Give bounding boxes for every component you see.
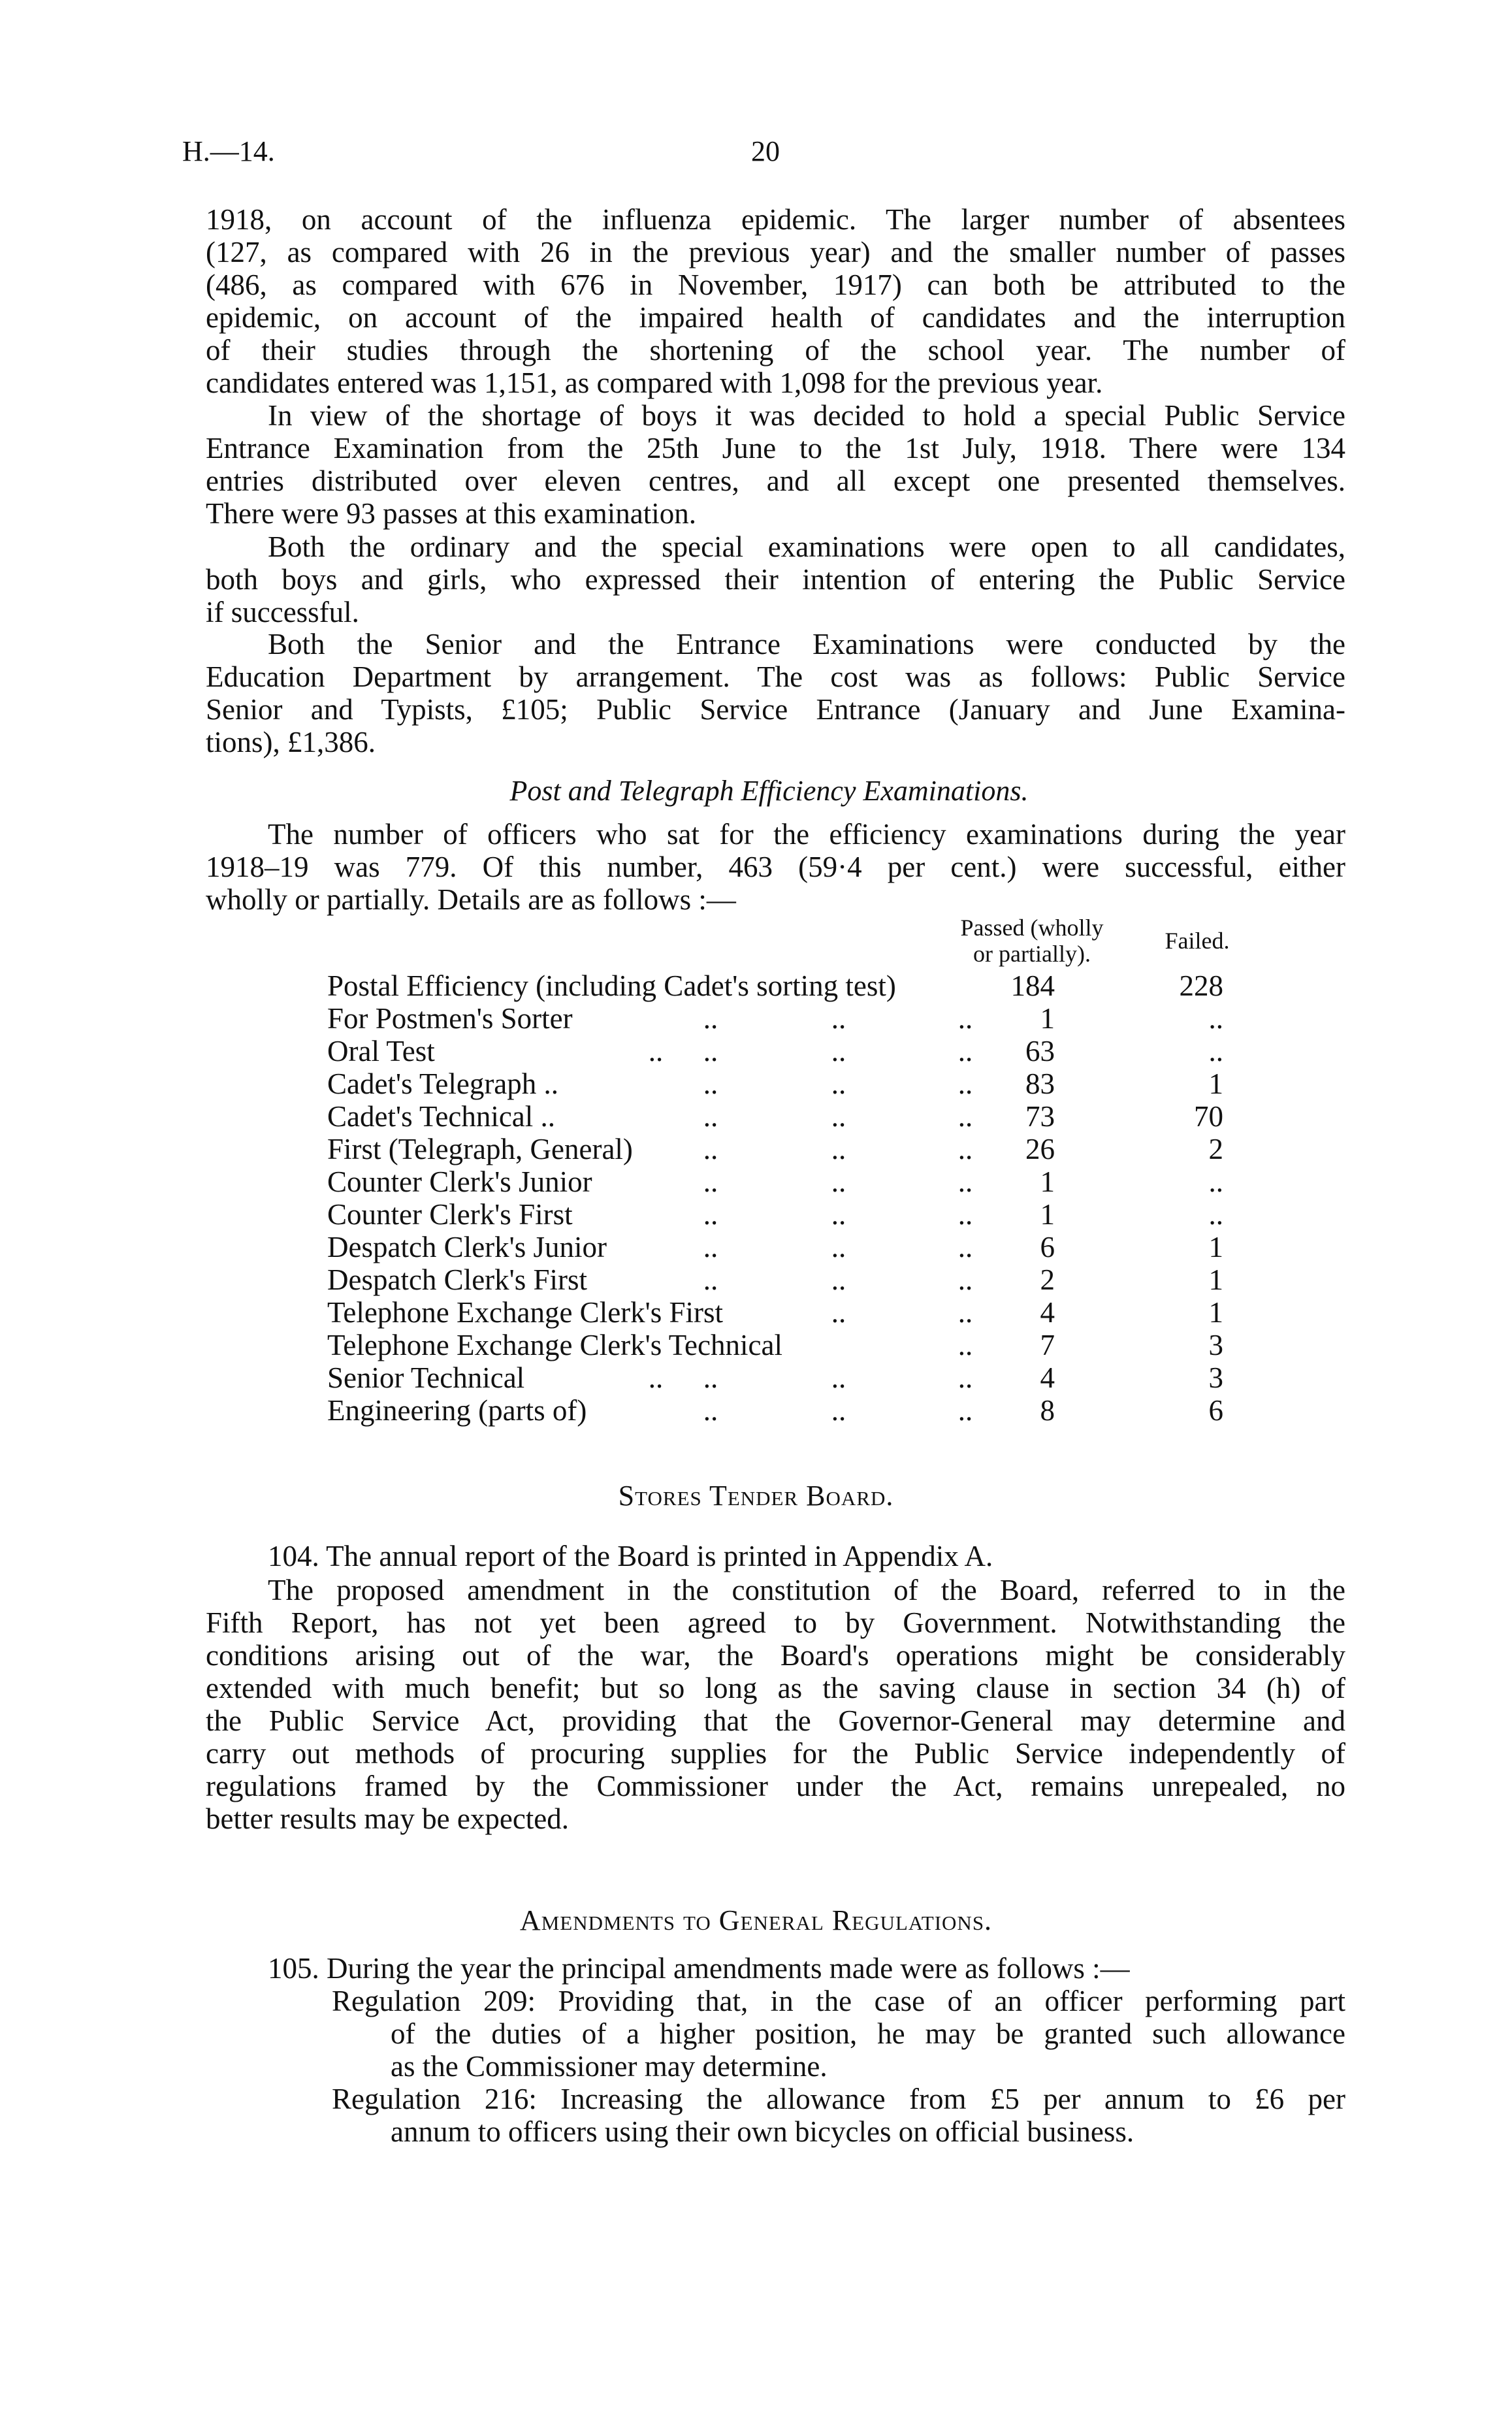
leader-dots: ..	[957, 1329, 973, 1361]
table-row	[0, 969, 1512, 1002]
column-header-failed: Failed.	[1165, 928, 1230, 954]
text-line: Senior and Typists, £105; Public Service Entrance (January and June Examina-	[206, 693, 1345, 726]
leader-dots: ..	[831, 1296, 846, 1329]
leader-dots: ..	[957, 1165, 973, 1198]
leader-dots: ..	[831, 1100, 846, 1133]
table-row	[0, 1394, 1512, 1427]
table-row	[0, 1198, 1512, 1231]
passed-count: 7	[1040, 1329, 1055, 1361]
leader-dots: ..	[703, 1133, 718, 1165]
leader-dots: ..	[703, 1165, 718, 1198]
text-line: extended with much benefit; but so long as the saving clause in section 34 (h) of	[206, 1672, 1345, 1704]
failed-count: 2	[1208, 1133, 1223, 1165]
passed-count: 73	[1025, 1100, 1055, 1133]
failed-count: 70	[1194, 1100, 1223, 1133]
leader-dots: ..	[957, 1198, 973, 1231]
exam-name: Cadet's Telegraph ..	[327, 1067, 559, 1100]
passed-count: 1	[1040, 1002, 1055, 1035]
text-line: In view of the shortage of boys it was decided to hold a special Public Service	[268, 399, 1345, 432]
leader-dots: ..	[703, 1067, 718, 1100]
leader-dots: ..	[957, 1361, 973, 1394]
failed-count: ..	[1208, 1002, 1223, 1035]
passed-count: 26	[1025, 1133, 1055, 1165]
exam-name: Cadet's Technical ..	[327, 1100, 556, 1133]
text-line: Education Department by arrangement. The cost was as follows: Public Service	[206, 660, 1345, 693]
leader-dots: ..	[957, 1231, 973, 1263]
text-line: both boys and girls, who expressed their intention of entering the Public Service	[206, 563, 1345, 596]
failed-count: ..	[1208, 1035, 1223, 1067]
text-line: epidemic, on account of the impaired health of candidates and the interruption	[206, 301, 1345, 334]
table-row	[0, 1263, 1512, 1296]
exam-name: Counter Clerk's First	[327, 1198, 573, 1231]
passed-count: 8	[1040, 1394, 1055, 1427]
failed-count: 1	[1208, 1067, 1223, 1100]
leader-dots: ..	[831, 1035, 846, 1067]
table-row	[0, 1100, 1512, 1133]
text-line: The number of officers who sat for the efficiency examinations during the year	[268, 818, 1345, 851]
leader-dots: ..	[703, 1263, 718, 1296]
exam-name: Oral Test	[327, 1035, 435, 1067]
failed-count: 3	[1208, 1361, 1223, 1394]
text-line: candidates entered was 1,151, as compared with 1,098 for the previous year.	[206, 366, 1103, 399]
text-line: better results may be expected.	[206, 1802, 570, 1835]
exam-name: Despatch Clerk's First	[327, 1263, 588, 1296]
table-row	[0, 1067, 1512, 1100]
section-heading-amendments: Amendments to General Regulations.	[519, 1904, 993, 1936]
passed-count: 63	[1025, 1035, 1055, 1067]
exam-name: Engineering (parts of)	[327, 1394, 587, 1427]
table-row	[0, 1296, 1512, 1329]
leader-dots: ..	[957, 1002, 973, 1035]
failed-count: 1	[1208, 1263, 1223, 1296]
exam-name: Telephone Exchange Clerk's First	[327, 1296, 724, 1329]
passed-count: 2	[1040, 1263, 1055, 1296]
leader-dots: ..	[703, 1002, 718, 1035]
passed-count: 1	[1040, 1165, 1055, 1198]
text-line: tions), £1,386.	[206, 726, 376, 758]
leader-dots: ..	[831, 1133, 846, 1165]
leader-dots: ..	[957, 1035, 973, 1067]
leader-dots: ..	[957, 1133, 973, 1165]
passed-count: 6	[1040, 1231, 1055, 1263]
leader-dots: ..	[831, 1002, 846, 1035]
passed-count: 184	[1010, 969, 1055, 1002]
table-row	[0, 1035, 1512, 1067]
exam-name: Senior Technical	[327, 1361, 525, 1394]
section-heading-post-telegraph: Post and Telegraph Efficiency Examinations.	[509, 775, 1029, 807]
exam-name: Despatch Clerk's Junior	[327, 1231, 607, 1263]
leader-dots: ..	[703, 1231, 718, 1263]
text-line: conditions arising out of the war, the Board's operations might be considerably	[206, 1639, 1345, 1672]
exam-name: First (Telegraph, General)	[327, 1133, 633, 1165]
text-line: Regulation 216: Increasing the allowance from £5 per annum to £6 per	[332, 2083, 1345, 2115]
leader-dots: ..	[957, 1067, 973, 1100]
leader-dots: ..	[831, 1165, 846, 1198]
leader-dots: ..	[703, 1361, 718, 1394]
text-line: of their studies through the shortening of the school year. The number of	[206, 334, 1345, 366]
failed-count: ..	[1208, 1165, 1223, 1198]
failed-count: 1	[1208, 1296, 1223, 1329]
text-line: 1918–19 was 779. Of this number, 463 (59·4 per cent.) were successful, either	[206, 851, 1345, 883]
text-line: There were 93 passes at this examination.	[206, 497, 697, 530]
column-header-passed-line1: Passed (wholly	[960, 915, 1104, 941]
text-line: wholly or partially. Details are as follows :—	[206, 883, 736, 916]
failed-count: 6	[1208, 1394, 1223, 1427]
failed-count: 228	[1179, 969, 1223, 1002]
text-line: 1918, on account of the influenza epidemic. The larger number of absentees	[206, 203, 1345, 236]
table-row	[0, 1361, 1512, 1394]
text-line: if successful.	[206, 596, 359, 628]
text-line: annum to officers using their own bicycles on official business.	[391, 2115, 1134, 2148]
failed-count: ..	[1208, 1198, 1223, 1231]
passed-count: 83	[1025, 1067, 1055, 1100]
page-number: 20	[751, 135, 780, 167]
exam-name: Postal Efficiency (including Cadet's sorting test)	[327, 969, 896, 1002]
leader-dots: ..	[703, 1100, 718, 1133]
leader-dots: ..	[648, 1035, 664, 1067]
passed-count: 4	[1040, 1296, 1055, 1329]
leader-dots: ..	[831, 1394, 846, 1427]
leader-dots: ..	[648, 1361, 664, 1394]
passed-count: 1	[1040, 1198, 1055, 1231]
text-line: (127, as compared with 26 in the previous year) and the smaller number of passes	[206, 236, 1345, 268]
text-line: Fifth Report, has not yet been agreed to by Government. Notwithstanding the	[206, 1606, 1345, 1639]
table-row	[0, 1231, 1512, 1263]
text-line: Entrance Examination from the 25th June to the 1st July, 1918. There were 134	[206, 432, 1345, 464]
column-header-passed-line2: or partially).	[973, 941, 1091, 967]
leader-dots: ..	[703, 1394, 718, 1427]
text-line: Regulation 209: Providing that, in the case of an officer performing part	[332, 1985, 1345, 2017]
section-heading-stores: Stores Tender Board.	[618, 1480, 894, 1512]
leader-dots: ..	[831, 1231, 846, 1263]
table-row	[0, 1133, 1512, 1165]
text-line: 105. During the year the principal amendments made were as follows :—	[268, 1952, 1130, 1985]
text-line: (486, as compared with 676 in November, 1917) can both be attributed to the	[206, 268, 1345, 301]
text-line: as the Commissioner may determine.	[391, 2050, 828, 2083]
exam-name: Telephone Exchange Clerk's Technical	[327, 1329, 782, 1361]
leader-dots: ..	[957, 1100, 973, 1133]
passed-count: 4	[1040, 1361, 1055, 1394]
table-row	[0, 1329, 1512, 1361]
failed-count: 3	[1208, 1329, 1223, 1361]
text-line: the Public Service Act, providing that the Governor-General may determine and	[206, 1704, 1345, 1737]
leader-dots: ..	[831, 1067, 846, 1100]
failed-count: 1	[1208, 1231, 1223, 1263]
leader-dots: ..	[957, 1296, 973, 1329]
table-row	[0, 1165, 1512, 1198]
text-line: 104. The annual report of the Board is printed in Appendix A.	[268, 1540, 993, 1572]
document-reference: H.—14.	[182, 135, 275, 167]
leader-dots: ..	[957, 1263, 973, 1296]
text-line: Both the Senior and the Entrance Examinations were conducted by the	[268, 628, 1345, 660]
leader-dots: ..	[831, 1361, 846, 1394]
leader-dots: ..	[831, 1263, 846, 1296]
text-line: The proposed amendment in the constitution of the Board, referred to in the	[268, 1574, 1345, 1606]
text-line: carry out methods of procuring supplies for the Public Service independently of	[206, 1737, 1345, 1770]
exam-name: For Postmen's Sorter	[327, 1002, 573, 1035]
table-row	[0, 1002, 1512, 1035]
exam-name: Counter Clerk's Junior	[327, 1165, 592, 1198]
text-line: Both the ordinary and the special examinations were open to all candidates,	[268, 530, 1345, 563]
column-header-passed	[927, 915, 1136, 967]
text-line: regulations framed by the Commissioner under the Act, remains unrepealed, no	[206, 1770, 1345, 1802]
text-line: entries distributed over eleven centres, and all except one presented themselves.	[206, 464, 1345, 497]
leader-dots: ..	[703, 1198, 718, 1231]
leader-dots: ..	[831, 1198, 846, 1231]
text-line: of the duties of a higher position, he may be granted such allowance	[391, 2017, 1345, 2050]
leader-dots: ..	[957, 1394, 973, 1427]
leader-dots: ..	[703, 1035, 718, 1067]
